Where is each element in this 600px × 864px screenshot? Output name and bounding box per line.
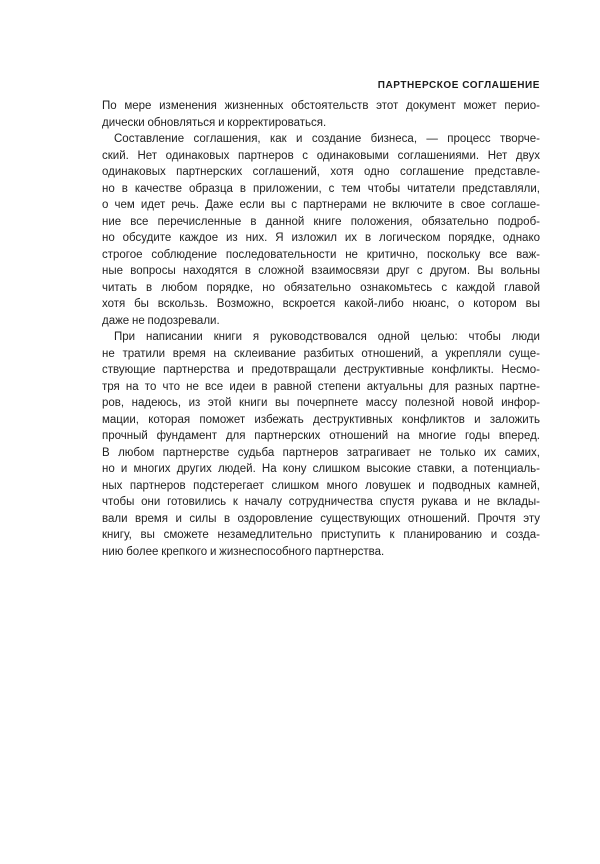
text-line: вали время и силы в оздоровление существующих отношений. Прочтя эту [102,512,540,525]
text-line: но в качестве образца в приложении, с тем чтобы читатели представляли, [102,182,540,195]
text-line: о чем идет речь. Даже если вы с партнерами не включите в свое соглаше- [102,199,540,211]
text-line: При написании книги я руководствовался одной целью: чтобы люди [114,331,540,343]
text-line: дически обновляться и корректироваться. [102,116,327,129]
text-line: не тратили время на склеивание разбитых отношений, а укрепляли суще- [102,347,540,360]
text-line: тря на то что не все идеи в равной степени актуальны для разных партне- [102,380,540,393]
text-line: ных партнеров подстерегает слишком много ловушек и подводных камней, [102,479,540,492]
text-line: нию более крепкого и жизнеспособного партнерства. [102,545,385,558]
text-line: ние все перечисленные в данной книге положения, обязательно подроб- [102,215,540,228]
text-line: строгое соблюдение последовательности не критично, поскольку все важ- [102,248,540,261]
page-body [102,98,540,560]
text-line: ные вопросы находятся в сложной взаимосвязи друг с другом. Вы вольны [102,265,540,277]
text-line: читать в любом порядке, но обязательно ознакомьтесь с каждой главой [102,281,540,294]
text-line: ров, надеюсь, из этой книги вы почерпнете массу полезной новой инфор- [102,397,540,409]
text-line: хотя бы вскользь. Возможно, вскроется какой-либо нюанс, о котором вы [102,298,540,310]
text-line: но и многих других людей. На кону слишком высокие ставки, а потенциаль- [102,463,540,475]
text-line: По мере изменения жизненных обстоятельств этот документ может перио- [102,100,540,112]
text-line: даже не подозревали. [102,314,220,327]
text-line: книгу, вы сможете незамедлительно приступить к планированию и созда- [102,529,540,541]
text-line: мации, которая поможет избежать деструктивных конфликтов и заложить [102,413,540,426]
text-line: но обсудите каждое из них. Я изложил их в логическом порядке, однако [102,232,540,244]
text-line: прочный фундамент для партнерских отношений на многие годы вперед. [102,430,540,442]
running-head: ПАРТНЕРСКОЕ СОГЛАШЕНИЕ [377,80,540,91]
text-line: ствующие партнерства и предотвращали деструктивные конфликты. Несмо- [102,364,540,376]
text-line: Составление соглашения, как и создание бизнеса, — процесс творче- [114,133,540,145]
text-line: В любом партнерстве судьба партнеров затрагивает не только их самих, [102,446,540,459]
text-line: одинаковых партнерских соглашений, хотя одно соглашение представле- [102,166,540,178]
text-line: ский. Нет одинаковых партнеров с одинаковыми соглашениями. Нет двух [102,149,540,162]
text-line: чтобы они готовились к началу сотрудничества спустя рукава и не вклады- [102,496,540,508]
